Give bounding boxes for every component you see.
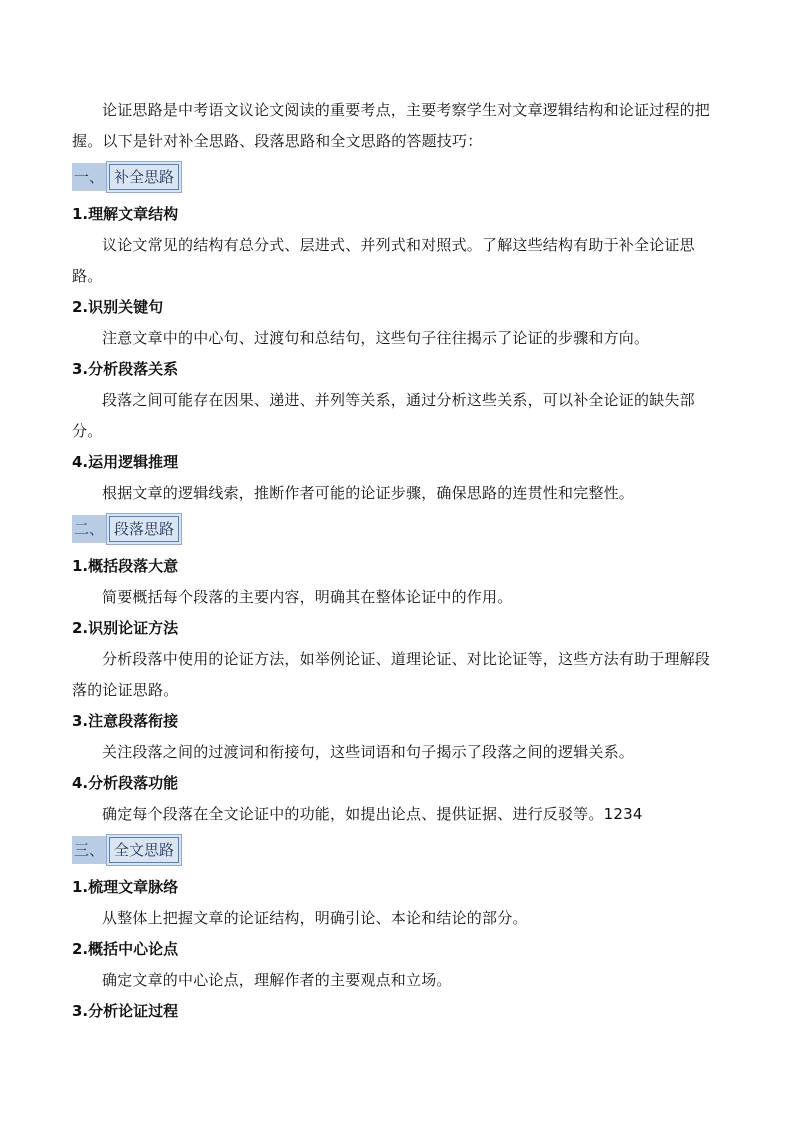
subsection-body: 确定文章的中心论点，理解作者的主要观点和立场。 bbox=[102, 971, 452, 989]
subsection-body: 议论文常见的结构有总分式、层进式、并列式和对照式。了解这些结构有助于补全论证思路。 bbox=[72, 236, 695, 285]
section-title-box bbox=[106, 513, 182, 545]
subsection-title: 1.梳理文章脉络 bbox=[72, 878, 179, 896]
subsection-title: 4.运用逻辑推理 bbox=[72, 453, 179, 471]
subsection-title: 1.概括段落大意 bbox=[72, 557, 179, 575]
document-page bbox=[72, 0, 724, 1027]
subsection-title: 2.识别论证方法 bbox=[72, 619, 179, 637]
subsection-title: 3.注意段落衔接 bbox=[72, 712, 179, 730]
subsection-body: 根据文章的逻辑线索，推断作者可能的论证步骤，确保思路的连贯性和完整性。 bbox=[102, 484, 635, 502]
intro-paragraph: 论证思路是中考语文议论文阅读的重要考点，主要考察学生对文章逻辑结构和论证过程的把握。以下是针对补全思路、段落思路和全文思路的答题技巧： bbox=[72, 101, 711, 150]
subsection-body: 从整体上把握文章的论证结构，明确引论、本论和结论的部分。 bbox=[102, 909, 528, 927]
section-title: 段落思路 bbox=[109, 516, 179, 542]
section-title: 补全思路 bbox=[109, 164, 179, 190]
subsection-title: 3.分析段落关系 bbox=[72, 360, 179, 378]
section-number: 二、 bbox=[72, 515, 106, 543]
subsection-body: 关注段落之间的过渡词和衔接句，这些词语和句子揭示了段落之间的逻辑关系。 bbox=[102, 743, 635, 761]
subsection-title: 2.识别关键句 bbox=[72, 298, 164, 316]
section-header-1 bbox=[72, 161, 724, 193]
section-title-box bbox=[106, 161, 182, 193]
subsection-body: 注意文章中的中心句、过渡句和总结句，这些句子往往揭示了论证的步骤和方向。 bbox=[102, 329, 650, 347]
subsection-title: 4.分析段落功能 bbox=[72, 774, 179, 792]
section-number: 一、 bbox=[72, 163, 106, 191]
subsection-body: 段落之间可能存在因果、递进、并列等关系，通过分析这些关系，可以补全论证的缺失部分。 bbox=[72, 391, 695, 440]
subsection-title: 3.分析论证过程 bbox=[72, 1002, 179, 1020]
section-number: 三、 bbox=[72, 836, 106, 864]
section-title: 全文思路 bbox=[109, 837, 179, 863]
subsection-body: 简要概括每个段落的主要内容，明确其在整体论证中的作用。 bbox=[102, 588, 513, 606]
subsection-body: 分析段落中使用的论证方法，如举例论证、道理论证、对比论证等，这些方法有助于理解段落的论证思路。 bbox=[72, 650, 711, 699]
section-header-3 bbox=[72, 834, 724, 866]
subsection-title: 2.概括中心论点 bbox=[72, 940, 179, 958]
section-title-box bbox=[106, 834, 182, 866]
subsection-body: 确定每个段落在全文论证中的功能，如提出论点、提供证据、进行反驳等。1234 bbox=[102, 805, 643, 823]
section-header-2 bbox=[72, 513, 724, 545]
subsection-title: 1.理解文章结构 bbox=[72, 205, 179, 223]
